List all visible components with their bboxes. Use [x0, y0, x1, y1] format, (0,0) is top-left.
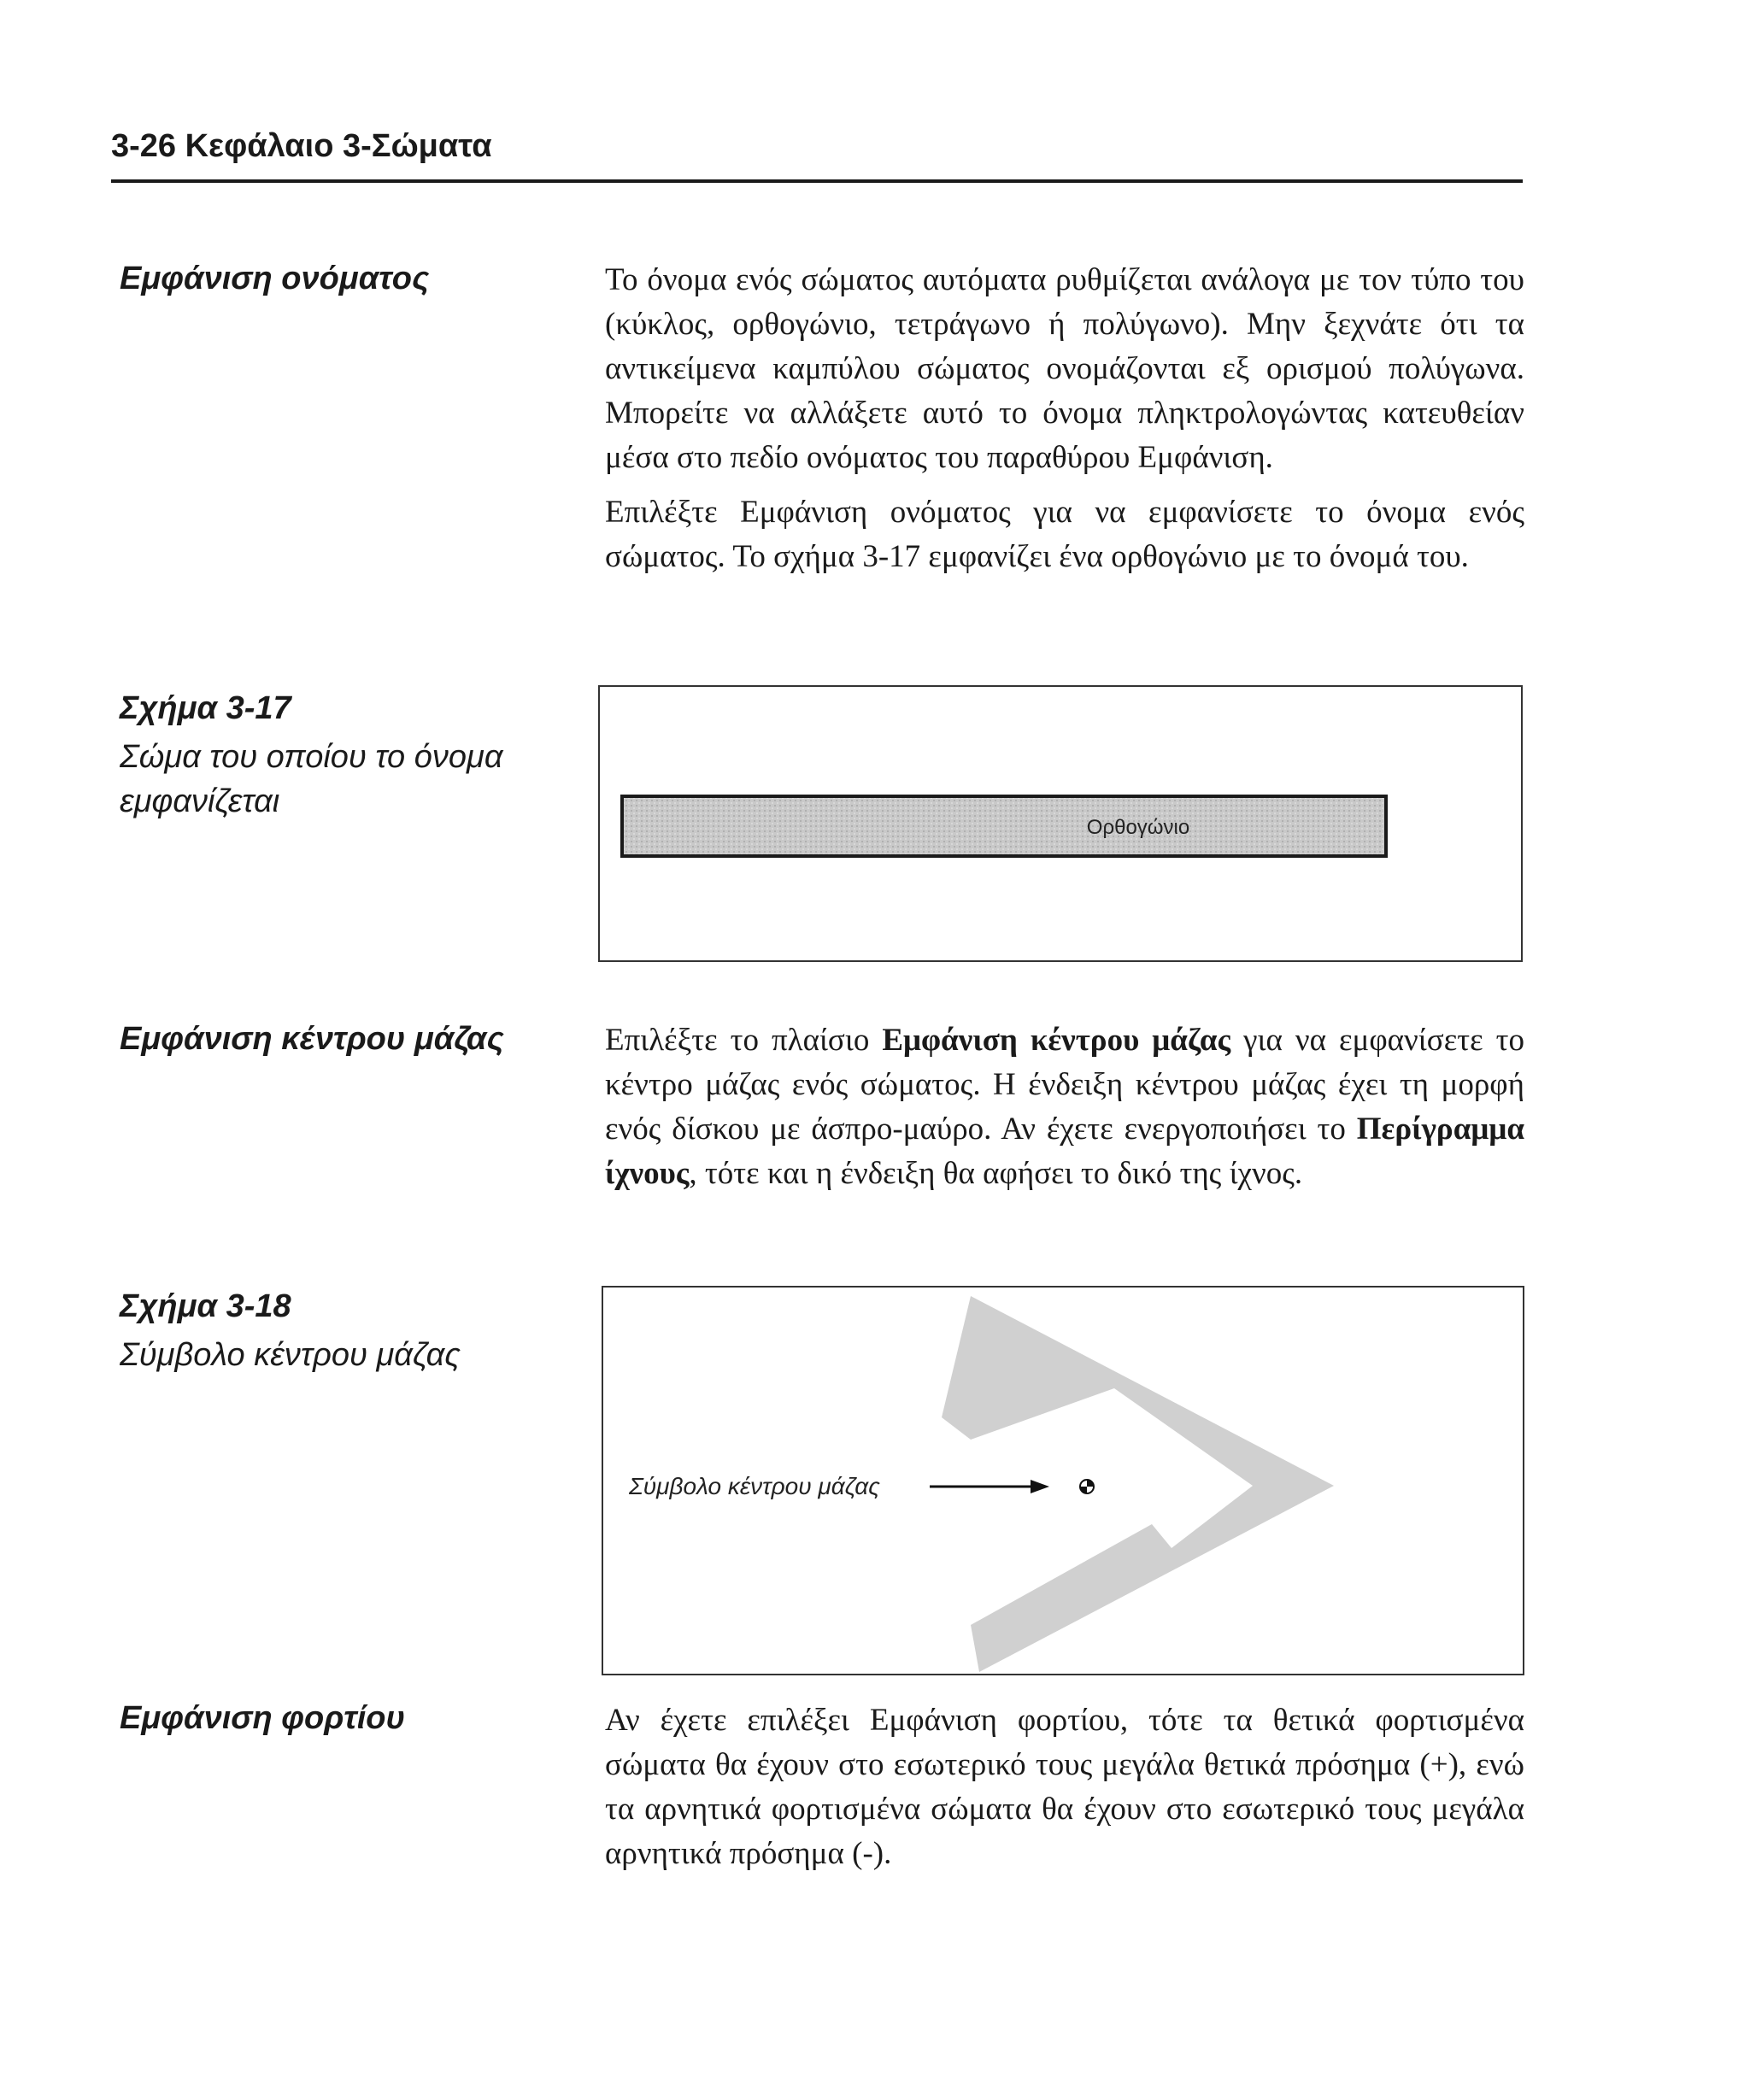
header-rule: [111, 179, 1523, 183]
name-display-body: [605, 258, 1524, 579]
center-of-mass-body: [605, 1018, 1524, 1196]
figure-3-18-caption: Σύμβολο κέντρου μάζας: [120, 1337, 461, 1373]
name-display-paragraph-1: Το όνομα ενός σώματος αυτόματα ρυθμίζεται ανάλογα με τον τύπο του (κύκλος, ορθογώνιο, τετράγωνο ή πολύγωνο). Μην ξεχνάτε ότι τα αντικείμενα καμπύλου σώματος ονομάζονται εξ ορισμού πολύγωνα. Μπορείτε να αλλάξετε αυτό το όνομα πληκτρολογώντας κατευθείαν μέσα στο πεδίο ονόματος του παραθύρου Εμφάνιση.: [605, 262, 1524, 475]
name-display-paragraph-2: Επιλέξτε Εμφάνιση ονόματος για να εμφανίσετε το όνομα ενός σώματος. Το σχήμα 3-17 εμφανίζει ένα ορθογώνιο με το όνομά του.: [605, 495, 1524, 574]
center-of-mass-label: Σύμβολο κέντρου μάζας: [629, 1473, 880, 1499]
polygon-body: [942, 1296, 1334, 1672]
figure-3-17-number: Σχήμα 3-17: [120, 690, 291, 726]
center-of-mass-text-b: για να εμφανίσετε το κέντρο μάζας ενός σώματος. Η ένδειξη κέντρου μάζας έχει τη μορφή ενός δίσκου με άσπρο-μαύρο. Αν έχετε ενεργοποιήσει το: [605, 1023, 1524, 1147]
rectangle-body: [622, 796, 1386, 856]
figure-3-17-canvas: [600, 687, 1521, 960]
figure-3-18: [602, 1286, 1524, 1675]
figure-3-17-caption: Σώμα του οποίου το όνομα εμφανίζεται: [120, 739, 503, 819]
center-of-mass-text-c: , τότε και η ένδειξη θα αφήσει το δικό της ίχνος.: [689, 1156, 1303, 1191]
figure-3-17: [598, 685, 1523, 962]
center-of-mass-symbol: [1080, 1480, 1094, 1493]
charge-display-paragraph: Αν έχετε επιλέξει Εμφάνιση φορτίου, τότε τα θετικά φορτισμένα σώματα θα έχουν στο εσωτερικό τους μεγάλα θετικά πρόσημα (+), ενώ τα αρνητικά φορτισμένα σώματα θα έχουν στο εσωτερικό τους μεγάλα αρνητικά πρόσημα (-).: [605, 1703, 1524, 1871]
figure-3-18-number: Σχήμα 3-18: [120, 1288, 291, 1324]
heading-center-of-mass: Εμφάνιση κέντρου μάζας: [120, 1021, 504, 1057]
heading-name-display: Εμφάνιση ονόματος: [120, 261, 430, 296]
center-of-mass-paragraph: [605, 1018, 1524, 1196]
rectangle-name-label: Ορθογώνιο: [1086, 816, 1190, 839]
charge-display-body: [605, 1698, 1524, 1876]
figure-3-18-canvas: [603, 1288, 1523, 1674]
heading-charge-display: Εμφάνιση φορτίου: [120, 1700, 405, 1736]
center-of-mass-bold-b: Περίγραμμα ίχνους: [605, 1112, 1524, 1191]
page-header: 3-26 Κεφάλαιο 3-Σώματα: [111, 128, 492, 164]
center-of-mass-bold-a: Εμφάνιση κέντρου μάζας: [882, 1023, 1231, 1058]
center-of-mass-text-a: Επιλέξτε το πλαίσιο: [605, 1023, 883, 1058]
arrow-head: [1031, 1480, 1049, 1493]
